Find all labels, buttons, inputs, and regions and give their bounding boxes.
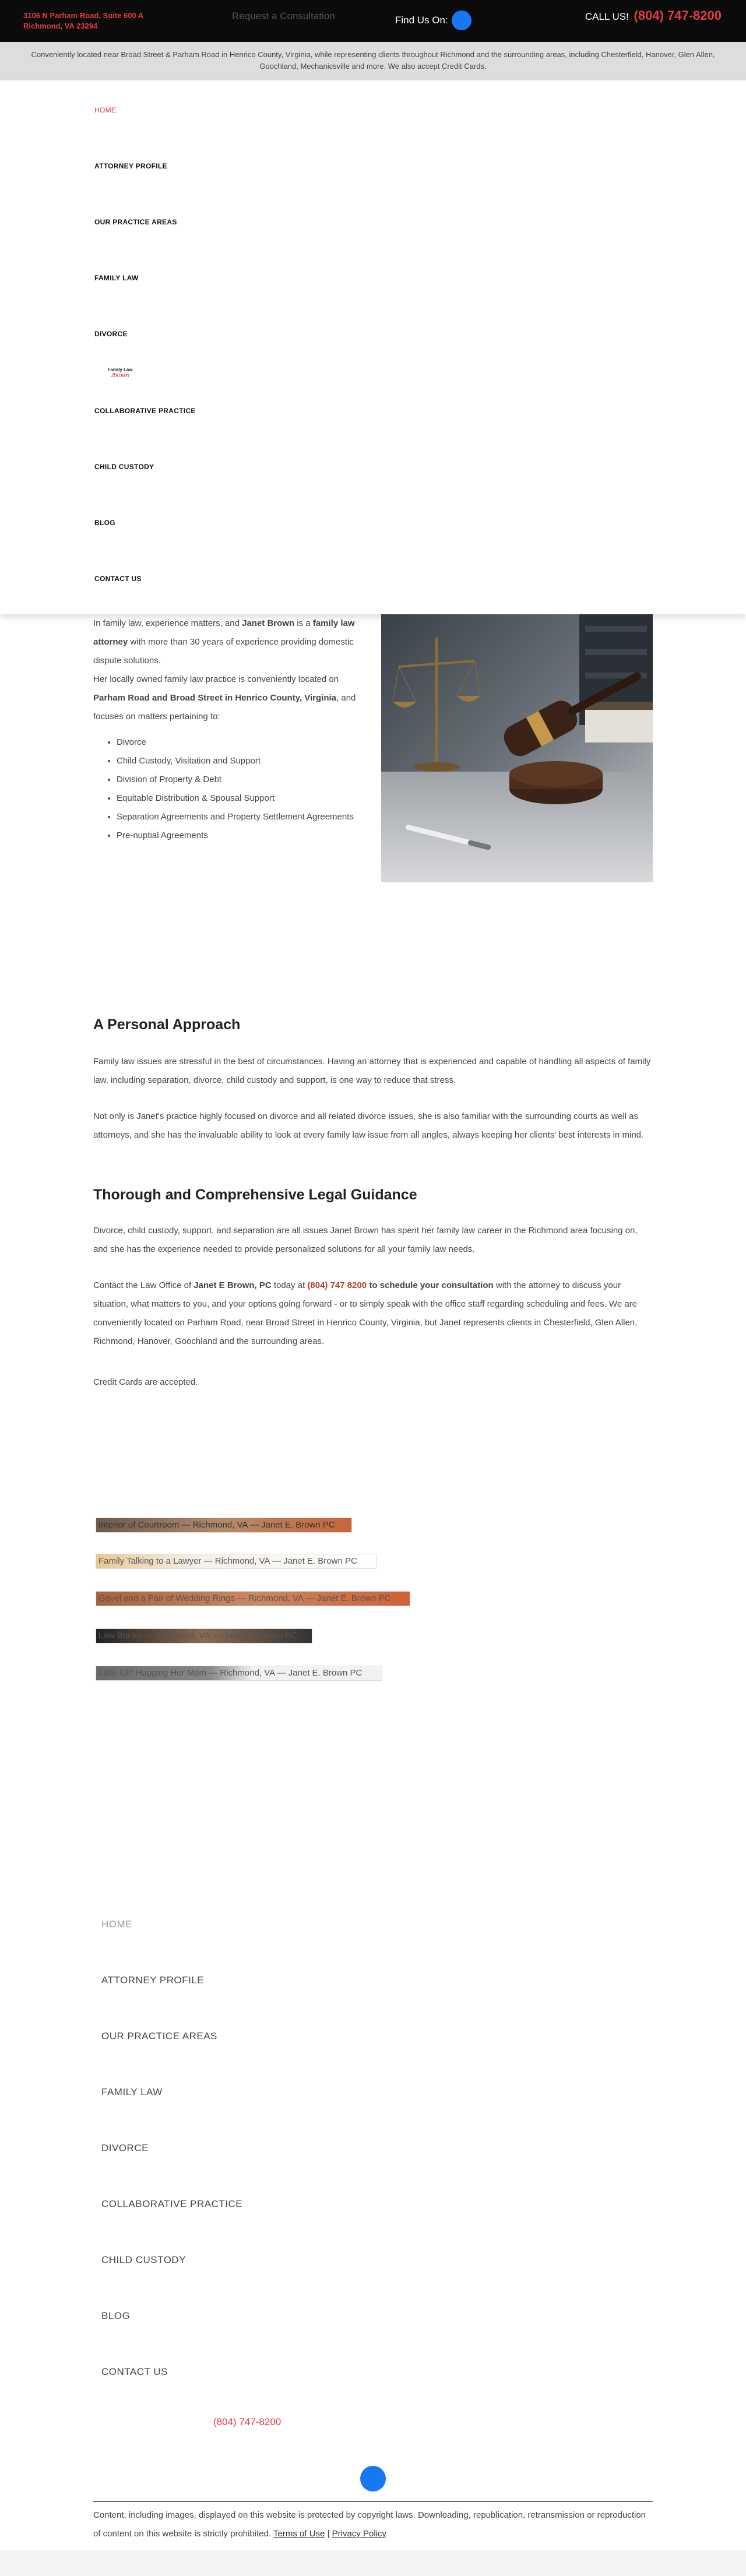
intro-paragraph-1 bbox=[93, 614, 361, 670]
intro-text: with more than 30 years of experience providing domestic dispute solutions. bbox=[93, 637, 354, 666]
legal-guidance-paragraph-1: Divorce, child custody, support, and separation are all issues Janet Brown has spent her family law career in the Richmond area focusing on, and she has the experience needed to provide personalized solutions for all your family law needs. bbox=[93, 1226, 638, 1254]
nav-item-family-law[interactable]: FAMILY LAW bbox=[94, 274, 139, 282]
top-bar bbox=[0, 0, 746, 42]
location-notice: Conveniently located near Broad Street & Parham Road in Henrico County, Virginia, while representing clients throughout Richmond and the surrounding areas, including Chesterfield, Hanover, Glen Allen, Goochland, Mechanicsville and more. We also accept Credit Cards. bbox=[0, 42, 746, 80]
facebook-icon[interactable] bbox=[360, 2466, 386, 2491]
contact-text: Contact the Law Office of bbox=[93, 1280, 194, 1290]
footer-nav-collaborative-practice[interactable]: COLLABORATIVE PRACTICE bbox=[101, 2198, 243, 2209]
list-item: • Child Custody, Visitation and Support bbox=[117, 752, 361, 770]
copyright-text: Content, including images, displayed on this website is protected by copyright laws. Downloading, republication, retransmission or reproduction of content on this website is strictly prohibited. bbox=[93, 2510, 646, 2539]
header-phone-link[interactable]: (804) 747-8200 bbox=[634, 8, 722, 23]
call-label: CALL US! bbox=[585, 11, 629, 22]
footer-nav-divorce[interactable]: DIVORCE bbox=[101, 2142, 149, 2153]
section-title-legal-guidance: Thorough and Comprehensive Legal Guidance bbox=[93, 1187, 417, 1203]
credit-cards-note: Credit Cards are accepted. bbox=[93, 1377, 198, 1387]
list-item: • Divorce bbox=[117, 733, 361, 752]
footer-phone-link[interactable]: (804) 747-8200 bbox=[213, 2416, 281, 2427]
practice-list bbox=[117, 733, 361, 845]
link-separator: | bbox=[325, 2529, 332, 2539]
list-item: • Separation Agreements and Property Settlement Agreements bbox=[117, 808, 361, 826]
footer-nav-blog[interactable]: BLOG bbox=[101, 2310, 131, 2321]
nav-item-divorce[interactable]: DIVORCE bbox=[94, 330, 128, 338]
intro-paragraph-2 bbox=[93, 670, 361, 726]
footer-nav-child-custody[interactable]: CHILD CUSTODY bbox=[101, 2254, 186, 2265]
list-item: • Pre-nuptial Agreements bbox=[117, 826, 361, 845]
footer-nav-contact-us[interactable]: CONTACT US bbox=[101, 2366, 168, 2377]
legal-guidance-paragraph-2 bbox=[93, 1276, 653, 1351]
intro-text: Her locally owned family law practice is conveniently located on bbox=[93, 674, 339, 684]
nav-item-child-custody[interactable]: CHILD CUSTODY bbox=[94, 463, 154, 471]
contact-text: with the attorney to discuss your situation, what matters to you, and your options going forward - or to simply speak with the office staff regarding scheduling and fees. We are conveniently located on Parham Road, near Broad Street in Henrico County, Virginia, but Janet represents clients in Chesterfield, Glen Allen, Richmond, Hanover, Goochland and the surrounding areas. bbox=[93, 1280, 638, 1346]
list-item: • Division of Property & Debt bbox=[117, 770, 361, 789]
bottom-strip bbox=[0, 2550, 746, 2576]
consultation-cta: to schedule your consultation bbox=[367, 1280, 494, 1290]
footer-nav-home[interactable]: HOME bbox=[101, 1919, 132, 1930]
nav-item-collaborative-practice[interactable]: COLLABORATIVE PRACTICE bbox=[94, 407, 196, 415]
logo-text: Family Law bbox=[107, 367, 133, 372]
find-us-label: Find Us On: bbox=[395, 15, 448, 26]
nav-item-practice-areas[interactable]: OUR PRACTICE AREAS bbox=[94, 218, 177, 226]
mobile-nav-menu bbox=[0, 80, 746, 614]
copyright-notice bbox=[93, 2506, 653, 2543]
list-item: • Equitable Distribution & Spousal Support bbox=[117, 789, 361, 808]
request-consultation-link[interactable]: Request a Consultation bbox=[232, 10, 335, 22]
body-phone-link[interactable]: (804) 747 8200 bbox=[307, 1280, 367, 1290]
footer-nav-practice-areas[interactable]: OUR PRACTICE AREAS bbox=[101, 2030, 217, 2042]
facebook-icon[interactable] bbox=[452, 10, 471, 30]
nav-item-attorney-profile[interactable]: ATTORNEY PROFILE bbox=[94, 162, 167, 170]
attorney-role: family law attorney bbox=[93, 618, 355, 647]
privacy-policy-link[interactable]: Privacy Policy bbox=[332, 2529, 386, 2539]
nav-item-home[interactable]: HOME bbox=[94, 106, 117, 114]
gallery-image-link[interactable]: Family Talking to a Lawyer — Richmond, VA — Janet E. Brown PC bbox=[96, 1554, 376, 1569]
personal-approach-paragraph-2: Not only is Janet's practice highly focused on divorce and all related divorce issues, she is also familiar with the surrounding courts as well as attorneys, and she has the invaluable ability to look at every family law issue from all angles, always keeping her clients' best interests in mind. bbox=[93, 1111, 644, 1140]
contact-text: today at bbox=[271, 1280, 308, 1290]
call-us bbox=[585, 8, 722, 23]
intro-text: is a bbox=[294, 618, 313, 628]
office-location: Parham Road and Broad Street in Henrico County, Virginia bbox=[93, 693, 337, 703]
address-line-1[interactable]: 3106 N Parham Road, Suite 600 A bbox=[23, 11, 144, 20]
gallery-image-link[interactable]: Law Books — Richmond, VA — Janet E. Brown PC bbox=[96, 1628, 312, 1644]
address-line-2[interactable]: Richmond, VA 23294 bbox=[23, 22, 98, 30]
family-law-logo[interactable] bbox=[103, 367, 138, 382]
personal-approach-paragraph-1: Family law issues are stressful in the best of circumstances. Having an attorney that is experienced and capable of handling all aspects of family law, including separation, divorce, child custody and support, is one way to reduce that stress. bbox=[93, 1057, 651, 1085]
header-address[interactable] bbox=[23, 10, 143, 31]
footer-nav-attorney-profile[interactable]: ATTORNEY PROFILE bbox=[101, 1975, 205, 1986]
section-title-personal-approach: A Personal Approach bbox=[93, 1016, 241, 1033]
gallery-image-link[interactable]: Interior of Courtroom — Richmond, VA — Janet E. Brown PC bbox=[96, 1518, 352, 1533]
intro-section bbox=[93, 614, 361, 845]
nav-item-blog[interactable]: BLOG bbox=[94, 519, 115, 527]
footer-divider bbox=[93, 2501, 653, 2502]
gallery-image-link[interactable]: Gavel and a Pair of Wedding Rings — Richmond, VA — Janet E. Brown PC bbox=[96, 1591, 410, 1606]
intro-text: , and focuses on matters pertaining to: bbox=[93, 693, 356, 722]
nav-item-contact-us[interactable]: CONTACT US bbox=[94, 575, 142, 583]
firm-name: Janet E Brown, PC bbox=[193, 1280, 272, 1290]
intro-text: In family law, experience matters, and bbox=[93, 618, 242, 628]
footer-nav-family-law[interactable]: FAMILY LAW bbox=[101, 2086, 163, 2098]
logo-signature: Jbrown bbox=[110, 372, 130, 379]
attorney-name: Janet Brown bbox=[242, 618, 295, 628]
terms-of-use-link[interactable]: Terms of Use bbox=[273, 2529, 325, 2539]
find-us-on bbox=[395, 10, 471, 30]
gallery-image-link[interactable]: Little Girl Hugging Her Mom — Richmond, VA — Janet E. Brown PC bbox=[96, 1666, 382, 1681]
gavel-scales-image bbox=[381, 614, 653, 882]
gavel-scales-illustration bbox=[381, 614, 653, 882]
